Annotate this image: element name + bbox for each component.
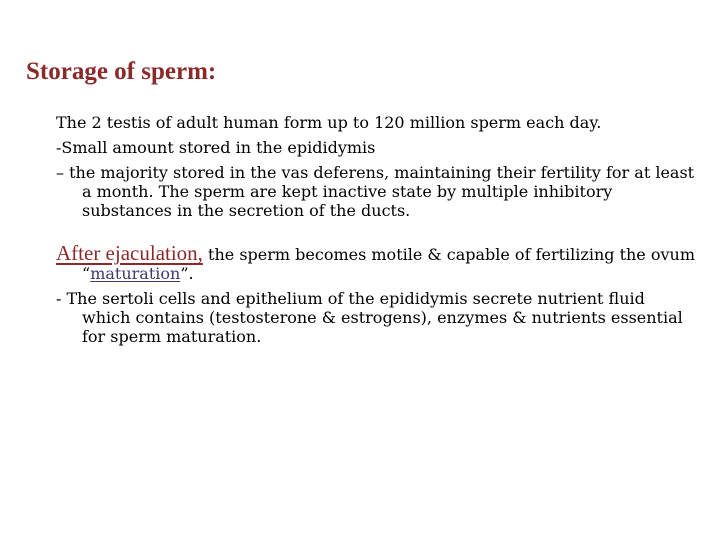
paragraph-vas-deferens-storage: – the majority stored in the vas deferens, maintaining their fertility for at least a month. The sperm are kept inactive state by multiple inhibitory substances in the secretion of the ducts. [56,163,695,220]
paragraph-after-ejaculation [56,241,696,283]
after-ejaculation-text: the sperm becomes motile & capable of fertilizing the ovum “ [82,245,696,283]
slide-title: Storage of sperm: [26,58,217,85]
after-ejaculation-heading: After ejaculation, [56,241,203,265]
paragraph-epididymis-storage: -Small amount stored in the epididymis [56,138,376,157]
maturation-term: maturation [90,264,181,283]
slide-body [56,113,696,352]
paragraph-sertoli-cells: - The sertoli cells and epithelium of the epididymis secrete nutrient fluid which contains (testosterone & estrogens), enzymes & nutrients essential for sperm maturation. [56,289,683,346]
after-ejaculation-end: ”. [180,264,194,283]
paragraph-sperm-production: The 2 testis of adult human form up to 120 million sperm each day. [56,113,602,132]
